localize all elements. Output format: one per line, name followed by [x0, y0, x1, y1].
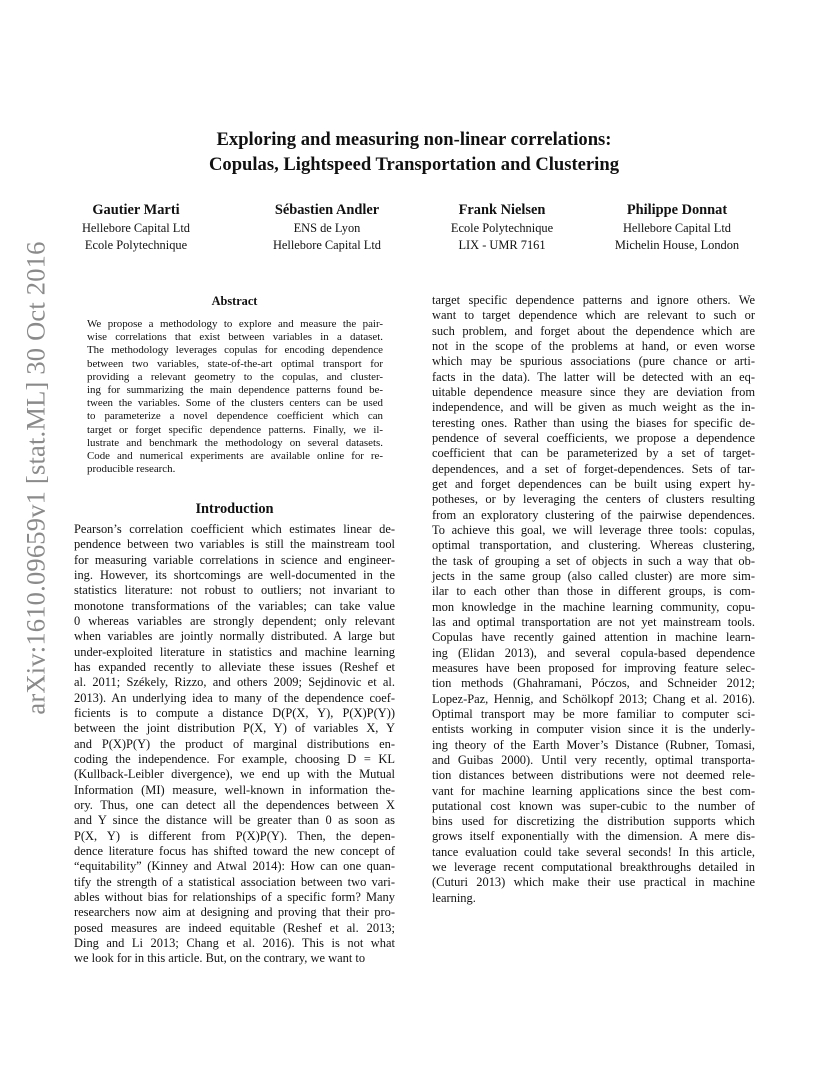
- author-affiliation: ENS de Lyon: [293, 221, 361, 235]
- text-line: al. 2011; Székely, Rizzo, and others 2009; Sejdinovic et al.: [74, 675, 395, 690]
- text-line: providing a relevant geometry to the copulas, and cluster-: [87, 370, 383, 383]
- text-line: get and forget dependences can be built using expert hy-: [432, 476, 755, 491]
- author-block: [51, 201, 221, 253]
- author-affiliation: Hellebore Capital Ltd: [622, 221, 732, 235]
- text-line: which may be spurious associations (pure chance or arti-: [432, 354, 755, 369]
- text-line: producible research.: [87, 463, 176, 476]
- text-line: tion methods (Ghahramani, Póczos, and Schneider 2012;: [432, 676, 755, 691]
- text-line: vant for machine learning applications since the best com-: [432, 783, 755, 798]
- text-line: we look for in this article. But, on the contrary, we want to: [74, 951, 366, 966]
- text-line: uitable dependence measure since they are deviation from: [432, 384, 755, 399]
- text-line: measures have been proposed for improving feature selec-: [432, 660, 755, 675]
- text-line: putational cost known was super-cubic to the number of: [432, 798, 755, 813]
- text-line: We propose a methodology to explore and measure the pair-: [87, 318, 383, 330]
- text-line: mon knowledge in the machine learning community, copu-: [432, 599, 755, 614]
- paper-title-line-2: Copulas, Lightspeed Transportation and Clustering: [208, 154, 619, 175]
- text-line: ilar to each other than those in different groups, is com-: [432, 584, 755, 599]
- text-line: wise correlations that exist between variables in a dataset.: [87, 331, 383, 344]
- text-line: bins used for discretizing the distribution supports which: [432, 814, 755, 829]
- text-line: such problem, and forget about the dependence which are: [432, 323, 755, 338]
- text-line: the task of grouping a set of objects in such a way that ob-: [432, 553, 755, 568]
- author-affiliation: Ecole Polytechnique: [84, 237, 188, 252]
- text-line: tance evaluation could take several seconds! In this article,: [432, 844, 755, 859]
- text-line: P(X, Y) is different from P(X)P(Y). Then, the depen-: [74, 828, 395, 843]
- text-line: learning.: [432, 890, 476, 905]
- text-line: 2013). An underlying idea to many of the dependence coef-: [74, 690, 395, 705]
- text-line: to parameterize a novel dependence coefficient which can: [87, 410, 383, 423]
- text-line: 0 whereas variables are strongly dependent; only relevant: [74, 613, 395, 628]
- author-affiliation: LIX - UMR 7161: [458, 237, 546, 252]
- text-line: coding the independence. For example, choosing D = KL: [74, 751, 395, 766]
- text-line: potheses, or by leveraging the centers of clusters resulting: [432, 492, 755, 507]
- text-line: dence literature focus has shifted toward the new concept of: [74, 843, 395, 858]
- text-line: Information (MI) measure, well-known in information the-: [74, 782, 395, 797]
- text-line: Copulas have recently gained attention in machine learn-: [432, 630, 755, 645]
- abstract-body: [87, 318, 383, 476]
- text-line: and Y since the distance will be greater than 0 as soon as: [74, 813, 395, 828]
- text-line: ing. However, its shortcomings are well-documented in the: [74, 567, 395, 582]
- author-affiliation: Ecole Polytechnique: [450, 221, 554, 235]
- text-line: from an exploratory clustering of the pairwise dependences.: [432, 507, 755, 522]
- text-line: and Guibas 2000). Until very recently, optimal transporta-: [432, 752, 755, 767]
- text-line: facts in the data). The latter will be detected with an eq-: [432, 369, 755, 384]
- text-line: has expanded recently to alleviate these issues (Reshef et: [74, 659, 395, 674]
- text-line: target or forget specific dependence patterns. Finally, we il-: [87, 423, 383, 436]
- text-line: Pearson’s correlation coefficient which estimates linear de-: [74, 522, 395, 536]
- author-block: [242, 201, 412, 253]
- text-line: (Cuturi 2013) which make their use practical in machine: [432, 875, 755, 890]
- author-name: Frank Nielsen: [458, 202, 546, 218]
- paper-title: [0, 127, 828, 177]
- text-line: To achieve this goal, we will leverage three tools: copulas,: [432, 522, 755, 537]
- text-line: dependences, and a set of forget-dependences. Sets of tar-: [432, 461, 755, 476]
- text-line: between the joint distribution P(X, Y) of variables X, Y: [74, 721, 395, 736]
- author-name: Sébastien Andler: [274, 202, 380, 218]
- text-line: when variables are jointly normally distributed. A large but: [74, 629, 395, 644]
- arxiv-sidebar: [12, 241, 60, 715]
- author-name: Gautier Marti: [92, 202, 180, 218]
- text-line: ables without bias for relationships of a specific form? Many: [74, 889, 395, 904]
- paper-title-line-1: Exploring and measuring non-linear correlations:: [216, 129, 612, 150]
- text-line: grows itself exponentially with the dimension. A mere dis-: [432, 829, 755, 844]
- author-affiliation: Hellebore Capital Ltd: [81, 221, 191, 235]
- author-block: [592, 201, 762, 253]
- abstract-heading: Abstract: [211, 294, 258, 308]
- text-line: not in the scope of the problems at hand, or even worse: [432, 338, 755, 353]
- text-line: jects in the same group (also called cluster) are more sim-: [432, 568, 755, 583]
- text-line: pendence between two variables is still the mainstream tool: [74, 537, 395, 552]
- text-line: and P(X)P(Y) the product of marginal distributions en-: [74, 736, 395, 751]
- text-line: Ding and Li 2013; Chang et al. 2016). This is not what: [74, 935, 395, 950]
- introduction-left-column: [74, 522, 395, 967]
- text-line: Optimal transport may be more familiar to computer sci-: [432, 706, 755, 721]
- text-line: ory. Thus, one can detect all the dependences between X: [74, 797, 395, 812]
- text-line: we leverage recent computational breakthroughs detailed in: [432, 860, 755, 875]
- text-line: under-exploited literature in statistics and machine learning: [74, 644, 395, 659]
- arxiv-identifier: arXiv:1610.09659v1 [stat.ML] 30 Oct 2016: [20, 241, 51, 715]
- introduction-heading: Introduction: [195, 501, 274, 517]
- text-line: coefficient that can be parameterized by a set of target-: [432, 446, 755, 461]
- author-block: [417, 201, 587, 253]
- text-line: between two variables, state-of-the-art optimal transport for: [87, 357, 383, 370]
- text-line: tween the variables. Some of the clusters centers can be used: [87, 397, 383, 410]
- text-line: optimal transportation, and clustering. Whereas clustering,: [432, 538, 755, 553]
- text-line: monotone transformations of the variables; can take value: [74, 598, 395, 613]
- introduction-right-column: [432, 293, 755, 906]
- text-line: lustrate and benchmark the methodology on several datasets.: [87, 436, 383, 449]
- text-line: want to target dependence which are relevant to such or: [432, 308, 755, 323]
- text-line: Lopez-Paz, Hennig, and Schölkopf 2013; Chang et al. 2016).: [432, 691, 755, 706]
- text-line: teresting ones. Rather than using the biases for specific de-: [432, 415, 755, 430]
- text-line: ficients is to compute a distance D(P(X, Y), P(X)P(Y)): [74, 705, 395, 720]
- text-line: ing for summarizing the main dependence patterns found be-: [87, 383, 383, 396]
- text-line: entists working in computer vision since it is the underly-: [432, 722, 755, 737]
- text-line: las and optimal transportation are not yet mainstream tools.: [432, 614, 755, 629]
- text-line: for measuring variable correlations in science and engineer-: [74, 552, 395, 567]
- text-line: posed measures are indeed equitable (Reshef et al. 2013;: [74, 920, 395, 935]
- text-line: (Kullback-Leibler divergence), we end up with the Mutual: [74, 767, 395, 782]
- author-affiliation: Michelin House, London: [614, 237, 740, 252]
- text-line: statistics literature: not robust to outliers; not invariant to: [74, 583, 395, 598]
- text-line: ing theory of the Earth Mover’s Distance (Rubner, Tomasi,: [432, 737, 755, 752]
- text-line: The methodology leverages copulas for encoding dependence: [87, 344, 383, 357]
- text-line: tify the strength of a statistical association between two vari-: [74, 874, 395, 889]
- text-line: pendence of several coefficients, we propose a dependence: [432, 430, 755, 445]
- text-line: Code and numerical experiments are available online for re-: [87, 449, 383, 462]
- text-line: target specific dependence patterns and ignore others. We: [432, 293, 755, 307]
- author-name: Philippe Donnat: [626, 202, 728, 218]
- text-line: “equitability” (Kinney and Atwal 2014): How can one quan-: [74, 859, 395, 874]
- text-line: independence, and will be given as much weight as the in-: [432, 400, 755, 415]
- text-line: ing (Elidan 2013), and several copula-based dependence: [432, 645, 755, 660]
- text-line: tion distances between distributions were not deemed rele-: [432, 768, 755, 783]
- text-line: researchers now aim at designing and proving that their pro-: [74, 905, 395, 920]
- author-affiliation: Hellebore Capital Ltd: [272, 237, 382, 252]
